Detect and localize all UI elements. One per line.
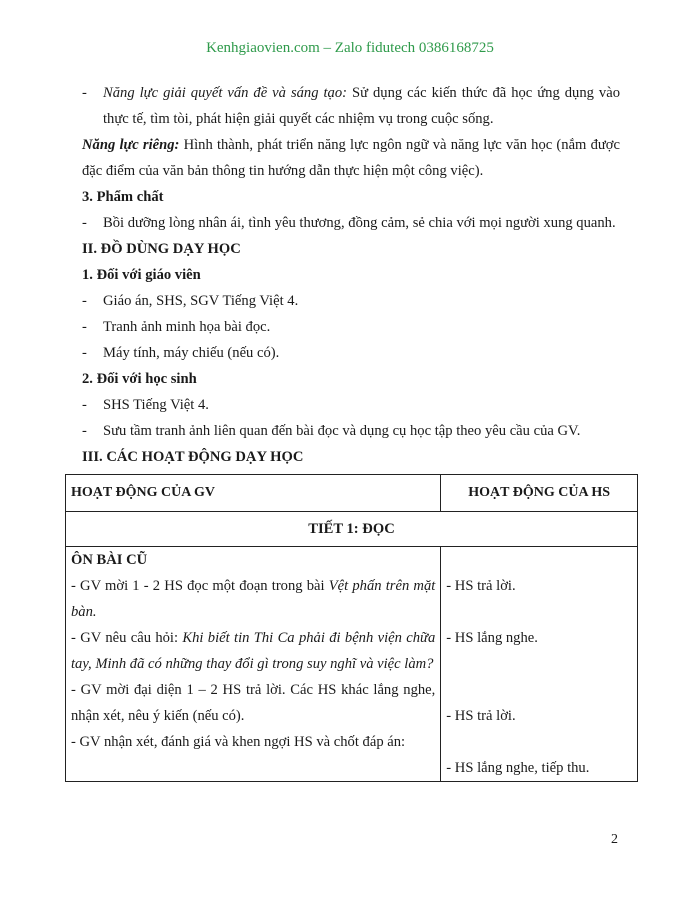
p1-text: Sử dụng các kiến thức đã học ứng dụng vào thực tế, tìm tòi, phát hiện giải quyết các nhiệm vụ trong cuộc sống. [103, 85, 620, 127]
document-body [71, 80, 620, 782]
gv-activity-1: - GV mời 1 - 2 HS đọc một đoạn trong bài Vệt phấn trên mặt bàn. [71, 578, 436, 620]
nang-luc-rieng [82, 132, 620, 184]
list-item: - Giáo án, SHS, SGV Tiếng Việt 4. [82, 293, 299, 309]
hs-subtitle: 2. Đối với học sinh [82, 371, 197, 387]
section-pham-chat-title: 3. Phẩm chất [82, 189, 164, 205]
list-item: - SHS Tiếng Việt 4. [82, 397, 209, 413]
col-header-gv: HOẠT ĐỘNG CỦA GV [66, 475, 441, 512]
hs-activity-1: - HS trả lời. [446, 578, 516, 594]
tiet-title: TIẾT 1: ĐỌC [66, 512, 638, 547]
p2-text: Hình thành, phát triển năng lực ngôn ngữ và năng lực văn học (nắm được đặc điểm của văn bản thông tin hướng dẫn thực hiện một công việc). [82, 137, 620, 179]
p1-label: Năng lực giải quyết vấn đề và sáng tạo: [103, 85, 348, 101]
gv-activity-3: - GV mời đại diện 1 – 2 HS trả lời. Các HS khác lắng nghe, nhận xét, nêu ý kiến (nếu có). [71, 682, 436, 724]
bullet-dash: - [82, 85, 87, 101]
gv-activity-2: - GV nêu câu hỏi: Khi biết tin Thi Ca phải đi bệnh viện chữa tay, Minh đã có những thay đổi gì trong suy nghĩ và việc làm? [71, 630, 436, 672]
col-header-hs: HOẠT ĐỘNG CỦA HS [441, 475, 638, 512]
gv-cell [66, 547, 441, 782]
table-row [66, 512, 638, 547]
on-bai-cu-title: ÔN BÀI CŨ [71, 552, 148, 568]
hs-activity-2: - HS lắng nghe. [446, 630, 538, 646]
gv-activity-4: - GV nhận xét, đánh giá và khen ngợi HS và chốt đáp án: [71, 734, 406, 750]
hs-activity-3: - HS trả lời. [446, 708, 516, 724]
table-header-row [66, 475, 638, 512]
pham-chat-text: Bồi dưỡng lòng nhân ái, tình yêu thương, đồng cảm, sẻ chia với mọi người xung quanh. [103, 215, 616, 231]
activity-table [65, 474, 638, 782]
hs-activity-4: - HS lắng nghe, tiếp thu. [446, 760, 590, 776]
p2-label: Năng lực riêng: [82, 137, 180, 153]
section-do-dung-title: II. ĐỒ DÙNG DẠY HỌC [82, 241, 241, 257]
list-item: - Sưu tầm tranh ảnh liên quan đến bài đọc và dụng cụ học tập theo yêu cầu của GV. [82, 423, 581, 439]
list-item: - Tranh ảnh minh họa bài đọc. [82, 319, 271, 335]
list-item: - Máy tính, máy chiếu (nếu có). [82, 345, 280, 361]
hs-cell [441, 547, 638, 782]
page-number: 2 [611, 832, 618, 847]
page-header: Kenhgiaovien.com – Zalo fidutech 0386168725 [206, 40, 494, 56]
gv-subtitle: 1. Đối với giáo viên [82, 267, 201, 283]
table-row [66, 547, 638, 782]
bullet-pham-chat: - Bồi dưỡng lòng nhân ái, tình yêu thương, đồng cảm, sẻ chia với mọi người xung quanh. [82, 210, 620, 236]
section-hoat-dong-title: III. CÁC HOẠT ĐỘNG DẠY HỌC [82, 449, 304, 465]
bullet-nang-luc-giai-quyet [82, 80, 620, 132]
